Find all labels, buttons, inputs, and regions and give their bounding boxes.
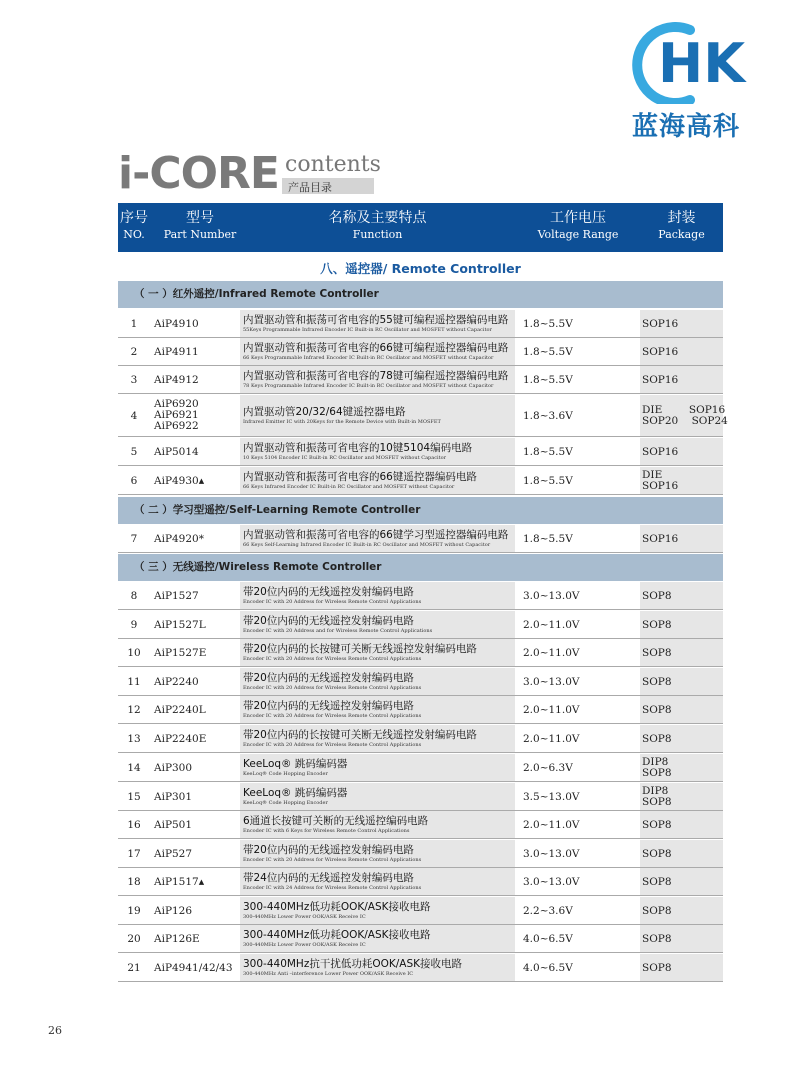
voltage-range: 4.0~6.5V: [515, 954, 640, 982]
part-number-text: AiP1527L: [154, 618, 206, 631]
part-number-text: AiP1527: [154, 589, 199, 602]
function-en: Encoder IC with 20 Address for Wireless Remote Control Applications: [243, 684, 422, 691]
function-en: Encoder IC with 20 Address for Wireless Remote Control Applications: [243, 741, 422, 748]
row-number: 2: [118, 338, 150, 366]
part-number: [150, 310, 240, 338]
header-volt-zh: 工作电压: [550, 210, 606, 226]
function-cell: [240, 868, 515, 896]
part-number-text: AiP4911: [154, 345, 199, 358]
part-number-text: AiP4941/42/43: [154, 961, 233, 974]
package: SOP16: [640, 310, 723, 338]
row-number: 15: [118, 783, 150, 811]
part-number-text: AiP527: [154, 847, 193, 860]
function-en: 300-440MHz Lower Power OOK/ASK Receive IC: [243, 941, 366, 948]
voltage-range: 1.8~5.5V: [515, 310, 640, 338]
function-cell: [240, 696, 515, 724]
brand-contents: contents: [285, 152, 381, 177]
category-header: （ 二 ）学习型遥控/Self-Learning Remote Controller: [118, 497, 723, 524]
function-cell: [240, 754, 515, 782]
logo-text: 蓝海高科: [632, 112, 741, 142]
package: [640, 754, 723, 782]
row-number: 3: [118, 366, 150, 394]
package: [640, 395, 728, 437]
part-number-text: AiP4910: [154, 317, 199, 330]
voltage-range: 3.0~13.0V: [515, 840, 640, 868]
function-cell: [240, 668, 515, 696]
part-number-text: AiP5014: [154, 445, 199, 458]
table-row: [118, 954, 723, 982]
part-number: [150, 840, 240, 868]
header-part: [160, 209, 240, 242]
table-row: [118, 438, 723, 466]
function-en: 66 Keys Self-Learning Infrared Encoder IC Built-in RC Oscillator and MOSFET without Capacitor: [243, 541, 491, 548]
function-cell: [240, 467, 515, 495]
function-en: Encoder IC with 20 Address for Wireless Remote Control Applications: [243, 712, 422, 719]
part-number: [150, 925, 240, 953]
function-en: KeeLoq® Code Hopping Encoder: [243, 770, 328, 777]
part-number: [150, 696, 240, 724]
row-number: 4: [118, 395, 150, 437]
voltage-range: 3.0~13.0V: [515, 582, 640, 610]
part-number: [150, 611, 240, 639]
row-number: 5: [118, 438, 150, 466]
function-cell: [240, 525, 515, 553]
part-number: [150, 754, 240, 782]
part-number-text: AiP4912: [154, 373, 199, 386]
table-row: [118, 310, 723, 338]
part-number-line: AiP6920: [154, 398, 199, 410]
package-line: DIE SOP16: [642, 403, 726, 416]
row-number: 19: [118, 897, 150, 925]
table-row: [118, 366, 723, 394]
package: SOP16: [640, 366, 723, 394]
table-row: [118, 725, 723, 753]
package-line: DIP8: [642, 755, 669, 768]
function-zh: 内置驱动管和振荡可省电容的66键可编程遥控器编码电路: [243, 341, 509, 354]
table-row: [118, 395, 728, 437]
part-number-text: AiP2240L: [154, 703, 206, 716]
function-zh: 带20位内码的无线遥控发射编码电路: [243, 671, 414, 684]
header-pkg-en: Package: [658, 228, 705, 241]
part-number-text: AiP4920*: [154, 532, 204, 545]
row-number: 14: [118, 754, 150, 782]
row-number: 1: [118, 310, 150, 338]
table-row: [118, 467, 723, 495]
voltage-range: 1.8~5.5V: [515, 338, 640, 366]
part-number-text: AiP126: [154, 904, 193, 917]
part-number-text: AiP1527E: [154, 646, 207, 659]
voltage-range: 2.0~11.0V: [515, 811, 640, 839]
package: SOP16: [640, 525, 723, 553]
brand-main: i-CORE: [118, 148, 279, 199]
brand-subtitle: 产品目录: [288, 181, 332, 194]
function-en: 10 Keys 5104 Encoder IC Built-in RC Oscillator and MOSFET without Capacitor: [243, 454, 447, 461]
package-line: SOP16: [642, 479, 679, 492]
package: SOP8: [640, 639, 723, 667]
function-en: Encoder IC with 20 Address for Wireless Remote Control Applications: [243, 598, 422, 605]
package: SOP8: [640, 725, 723, 753]
voltage-range: 1.8~5.5V: [515, 366, 640, 394]
part-number: [150, 395, 240, 437]
row-number: 20: [118, 925, 150, 953]
function-en: 78 Keys Programmable Infrared Encoder IC Built-in RC Oscillator and MOSFET without Capacitor: [243, 382, 494, 389]
function-cell: [240, 639, 515, 667]
part-number: [150, 668, 240, 696]
header-package: [640, 209, 723, 242]
function-en: Encoder IC with 20 Address for Wireless Remote Control Applications: [243, 856, 422, 863]
part-number-text: AiP301: [154, 790, 193, 803]
function-zh: KeeLoq® 跳码编码器: [243, 757, 348, 770]
row-number: 13: [118, 725, 150, 753]
function-zh: 6通道长按键可关断的无线遥控编码电路: [243, 814, 429, 827]
part-number-line: AiP6921: [154, 409, 199, 421]
function-cell: [240, 366, 515, 394]
package-line: DIP8: [642, 784, 669, 797]
package: SOP8: [640, 868, 723, 896]
function-zh: 带20位内码的无线遥控发射编码电路: [243, 585, 414, 598]
package: SOP8: [640, 840, 723, 868]
header-func-en: Function: [352, 228, 403, 241]
table-row: [118, 525, 723, 553]
part-number: [150, 525, 240, 553]
row-number: 11: [118, 668, 150, 696]
part-number-text: AiP1517: [154, 875, 199, 888]
header-part-zh: 型号: [186, 210, 214, 226]
package: SOP8: [640, 925, 723, 953]
part-number-text: AiP126E: [154, 932, 200, 945]
voltage-range: 2.0~11.0V: [515, 725, 640, 753]
part-number-text: AiP501: [154, 818, 193, 831]
voltage-range: 1.8~5.5V: [515, 467, 640, 495]
header-volt-en: Voltage Range: [537, 228, 619, 241]
package: [640, 467, 723, 495]
part-number: [150, 897, 240, 925]
function-en: 55Keys Programmable Infrared Encoder IC Built-in RC Oscillator and MOSFET without Capacitor: [243, 326, 492, 333]
function-en: Infrared Emitter IC with 20Keys for the Remote Device with Built-in MOSFET: [243, 418, 441, 425]
voltage-range: 2.0~6.3V: [515, 754, 640, 782]
function-cell: [240, 582, 515, 610]
function-en: Encoder IC with 24 Address for Wireless Remote Control Applications: [243, 884, 422, 891]
function-en: 66 Keys Programmable Infrared Encoder IC Built-in RC Oscillator and MOSFET without Capacitor: [243, 354, 494, 361]
voltage-range: 2.0~11.0V: [515, 611, 640, 639]
voltage-range: 2.0~11.0V: [515, 696, 640, 724]
package: SOP8: [640, 897, 723, 925]
function-zh: 300-440MHz低功耗OOK/ASK接收电路: [243, 928, 431, 941]
function-zh: 带20位内码的无线遥控发射编码电路: [243, 699, 414, 712]
part-number-line: AiP6922: [154, 420, 199, 432]
part-number: [150, 338, 240, 366]
package: SOP16: [640, 438, 723, 466]
function-cell: [240, 897, 515, 925]
function-en: 300-440MHz Lower Power OOK/ASK Receive IC: [243, 913, 366, 920]
function-en: 66 Keys Infrared Encoder IC Built-in RC Oscillator and MOSFET without Capacitor: [243, 483, 455, 490]
table-header: [118, 203, 723, 252]
function-zh: 300-440MHz抗干扰低功耗OOK/ASK接收电路: [243, 957, 463, 970]
package: SOP8: [640, 668, 723, 696]
function-zh: 内置驱动管和振荡可省电容的78键可编程遥控器编码电路: [243, 369, 509, 382]
function-cell: [240, 611, 515, 639]
table-row: [118, 783, 723, 811]
function-zh: 内置驱动管和振荡可省电容的10键5104编码电路: [243, 441, 473, 454]
function-en: 300-440MHz Anti –interference Lower Power OOK/ASK Receive IC: [243, 970, 414, 977]
package: SOP8: [640, 582, 723, 610]
header-no-en: NO.: [123, 228, 145, 241]
category-header: （ 三 ）无线遥控/Wireless Remote Controller: [118, 554, 723, 581]
package: SOP8: [640, 811, 723, 839]
voltage-range: 4.0~6.5V: [515, 925, 640, 953]
package: SOP8: [640, 696, 723, 724]
function-zh: 内置驱动管20/32/64键遥控器电路: [243, 405, 406, 418]
table-row: [118, 611, 723, 639]
function-zh: KeeLoq® 跳码编码器: [243, 786, 348, 799]
function-zh: 带20位内码的无线遥控发射编码电路: [243, 614, 414, 627]
page-number: 26: [48, 1024, 62, 1037]
part-number-text: AiP2240: [154, 675, 199, 688]
row-number: 7: [118, 525, 150, 553]
header-function: [240, 209, 515, 242]
function-zh: 带20位内码的长按键可关断无线遥控发射编码电路: [243, 728, 477, 741]
function-zh: 300-440MHz低功耗OOK/ASK接收电路: [243, 900, 431, 913]
function-zh: 带20位内码的长按键可关断无线遥控发射编码电路: [243, 642, 477, 655]
header-no: [118, 209, 150, 242]
row-number: 8: [118, 582, 150, 610]
package: SOP8: [640, 611, 723, 639]
function-en: Encoder IC with 20 Address and for Wireless Remote Control Applications: [243, 627, 433, 634]
function-cell: [240, 954, 515, 982]
header-part-en: Part Number: [163, 228, 237, 241]
header-voltage: [528, 209, 628, 242]
table-row: [118, 668, 723, 696]
part-number: [150, 438, 240, 466]
part-number-text: AiP2240E: [154, 732, 207, 745]
table-row: [118, 582, 723, 610]
table-row: [118, 338, 723, 366]
function-cell: [240, 811, 515, 839]
part-number: [150, 725, 240, 753]
part-number-text: AiP4930: [154, 474, 199, 487]
function-zh: 带20位内码的无线遥控发射编码电路: [243, 843, 414, 856]
package: [640, 783, 723, 811]
voltage-range: 1.8~5.5V: [515, 525, 640, 553]
header-func-zh: 名称及主要特点: [328, 210, 427, 226]
svg-text:HK: HK: [658, 32, 746, 95]
voltage-range: 3.0~13.0V: [515, 668, 640, 696]
function-cell: [240, 338, 515, 366]
row-number: 9: [118, 611, 150, 639]
package: SOP16: [640, 338, 723, 366]
part-number: [150, 783, 240, 811]
package-line: SOP20 SOP24: [642, 414, 728, 427]
triangle-mark-icon: ▲: [198, 877, 205, 886]
package-line: SOP8: [642, 766, 672, 779]
row-number: 17: [118, 840, 150, 868]
hk-logo-icon: [628, 22, 758, 104]
function-en: Encoder IC with 6 Keys for Wireless Remote Control Applications: [243, 827, 410, 834]
catalog-brand: [118, 148, 388, 199]
function-zh: 内置驱动管和振荡可省电容的66键学习型遥控器编码电路: [243, 528, 509, 541]
function-en: KeeLoq® Code Hopping Encoder: [243, 799, 328, 806]
row-number: 6: [118, 467, 150, 495]
part-number: [150, 467, 240, 495]
row-number: 10: [118, 639, 150, 667]
function-zh: 内置驱动管和振荡可省电容的66键遥控器编码电路: [243, 470, 477, 483]
table-row: [118, 897, 723, 925]
function-cell: [240, 925, 515, 953]
table-row: [118, 840, 723, 868]
voltage-range: 3.0~13.0V: [515, 868, 640, 896]
row-number: 16: [118, 811, 150, 839]
table-row: [118, 639, 723, 667]
triangle-mark-icon: ▲: [198, 476, 205, 485]
table-row: [118, 868, 723, 896]
function-zh: 带24位内码的无线遥控发射编码电路: [243, 871, 414, 884]
table-row: [118, 925, 723, 953]
voltage-range: 2.2~3.6V: [515, 897, 640, 925]
row-number: 18: [118, 868, 150, 896]
function-cell: [240, 725, 515, 753]
part-number: [150, 366, 240, 394]
row-number: 12: [118, 696, 150, 724]
voltage-range: 1.8~5.5V: [515, 438, 640, 466]
category-header: （ 一 ）红外遥控/Infrared Remote Controller: [118, 281, 723, 308]
part-number: [150, 954, 240, 982]
part-number: [150, 868, 240, 896]
table-row: [118, 811, 723, 839]
header-no-zh: 序号: [120, 210, 148, 226]
voltage-range: 1.8~3.6V: [515, 395, 640, 437]
function-en: Encoder IC with 20 Address for Wireless Remote Control Applications: [243, 655, 422, 662]
part-number: [150, 582, 240, 610]
function-cell: [240, 438, 515, 466]
header-pkg-zh: 封装: [667, 210, 696, 226]
row-number: 21: [118, 954, 150, 982]
package: SOP8: [640, 954, 723, 982]
part-number-text: AiP300: [154, 761, 193, 774]
table-row: [118, 754, 723, 782]
function-cell: [240, 310, 515, 338]
package-line: DIE: [642, 468, 663, 481]
part-number: [150, 811, 240, 839]
company-logo: [622, 22, 762, 142]
section-title: 八、遥控器/ Remote Controller: [320, 261, 521, 276]
voltage-range: 3.5~13.0V: [515, 783, 640, 811]
function-cell: [240, 395, 515, 437]
table-row: [118, 696, 723, 724]
function-cell: [240, 783, 515, 811]
package-line: SOP8: [642, 795, 672, 808]
voltage-range: 2.0~11.0V: [515, 639, 640, 667]
function-cell: [240, 840, 515, 868]
function-zh: 内置驱动管和振荡可省电容的55键可编程遥控器编码电路: [243, 313, 509, 326]
part-number: [150, 639, 240, 667]
